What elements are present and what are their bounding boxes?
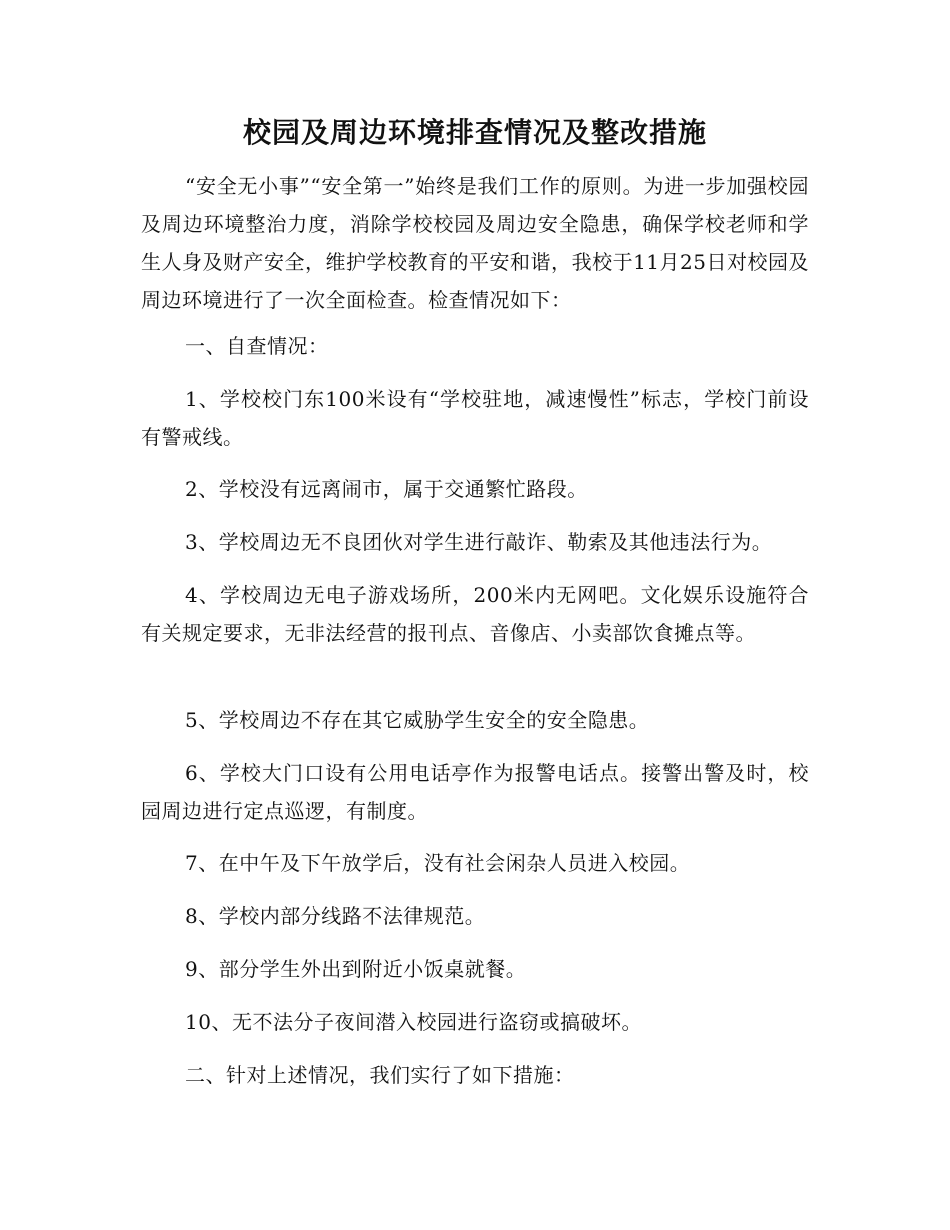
list-item: 9、部分学生外出到附近小饭桌就餐。 xyxy=(185,957,527,981)
list-item: 8、学校内部分线路不法律规范。 xyxy=(185,904,486,928)
list-item: 5、学校周边不存在其它威胁学生安全的安全隐患。 xyxy=(185,708,650,732)
section-heading-measures: 二、针对上述情况，我们实行了如下措施： xyxy=(185,1063,575,1087)
list-item: 7、在中午及下午放学后，没有社会闲杂人员进入校园。 xyxy=(185,851,691,875)
list-item: 1、学校校门东100米设有“学校驻地，减速慢性”标志，学校门前设有警戒线。 xyxy=(141,387,809,449)
intro-paragraph: “安全无小事”“安全第一”始终是我们工作的原则。为进一步加强校园及周边环境整治力度，消除学校校园及周边安全隐患，确保学校老师和学生人身及财产安全，维护学校教育的平安和谐，我校于11月25日对校园及周边环境进行了一次全面检查。检查情况如下： xyxy=(141,174,809,312)
list-item: 2、学校没有远离闹市，属于交通繁忙路段。 xyxy=(185,477,588,501)
list-item: 6、学校大门口设有公用电话亭作为报警电话点。接警出警及时，校园周边进行定点巡逻，有制度。 xyxy=(141,761,809,823)
document-title: 校园及周边环境排查情况及整改措施 xyxy=(242,116,707,149)
section-heading-self-check: 一、自查情况： xyxy=(185,334,329,358)
list-item: 10、无不法分子夜间潜入校园进行盗窃或搞破坏。 xyxy=(185,1010,642,1034)
list-item: 4、学校周边无电子游戏场所，200米内无网吧。文化娱乐设施符合有关规定要求，无非法经营的报刊点、音像店、小卖部饮食摊点等。 xyxy=(141,583,809,645)
list-item: 3、学校周边无不良团伙对学生进行敲诈、勒索及其他违法行为。 xyxy=(185,530,773,554)
